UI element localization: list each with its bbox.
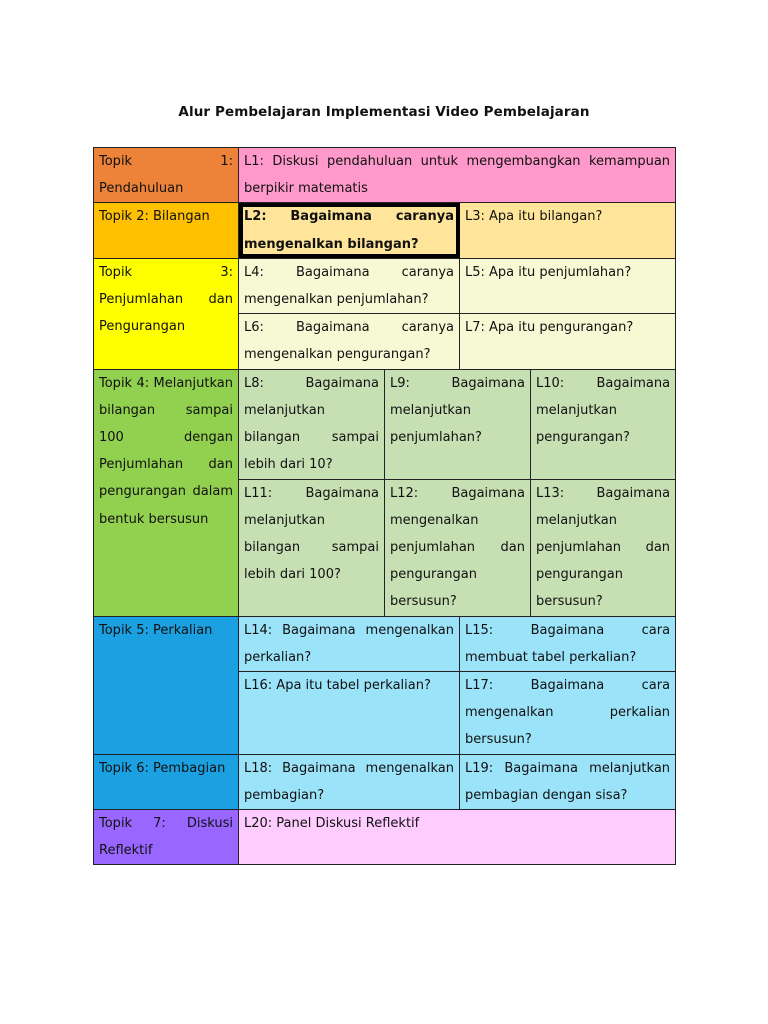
lesson-cell-l8: L8: Bagaimana melanjutkan bilangan sampai lebih dari 10?: [239, 369, 385, 479]
table-row: [94, 369, 676, 479]
lesson-cell-l2: L2: Bagaimana caranya mengenalkan bilangan?: [239, 203, 460, 258]
table-row: [94, 810, 676, 865]
topic-cell-2: Topik 2: Bilangan: [94, 203, 239, 258]
table-row: [94, 616, 676, 671]
topic-cell-4: Topik 4: Melanjutkan bilangan sampai 100 dengan Penjumlahan dan pengurangan dalam bentuk bersusun: [94, 369, 239, 616]
lesson-cell-l5: L5: Apa itu penjumlahan?: [460, 258, 676, 313]
lesson-cell-l15: L15: Bagaimana cara membuat tabel perkalian?: [460, 616, 676, 671]
lesson-cell-l9: L9: Bagaimana melanjutkan penjumlahan?: [385, 369, 531, 479]
topic-cell-5: Topik 5: Perkalian: [94, 616, 239, 754]
learning-flow-table: [93, 147, 676, 865]
lesson-cell-l12: L12: Bagaimana mengenalkan penjumlahan dan pengurangan bersusun?: [385, 479, 531, 616]
lesson-cell-l4: L4: Bagaimana caranya mengenalkan penjumlahan?: [239, 258, 460, 313]
table-row: [94, 754, 676, 809]
lesson-cell-l11: L11: Bagaimana melanjutkan bilangan sampai lebih dari 100?: [239, 479, 385, 616]
table-row: [94, 203, 676, 258]
topic-cell-1: Topik 1: Pendahuluan: [94, 148, 239, 203]
lesson-cell-l1: L1: Diskusi pendahuluan untuk mengembangkan kemampuan berpikir matematis: [239, 148, 676, 203]
topic-cell-6: Topik 6: Pembagian: [94, 754, 239, 809]
table-row: [94, 148, 676, 203]
lesson-cell-l14: L14: Bagaimana mengenalkan perkalian?: [239, 616, 460, 671]
topic-cell-3: Topik 3: Penjumlahan dan Pengurangan: [94, 258, 239, 369]
topic-cell-7: Topik 7: Diskusi Reflektif: [94, 810, 239, 865]
lesson-cell-l18: L18: Bagaimana mengenalkan pembagian?: [239, 754, 460, 809]
lesson-cell-l7: L7: Apa itu pengurangan?: [460, 314, 676, 369]
document-title: Alur Pembelajaran Implementasi Video Pembelajaran: [178, 104, 590, 120]
lesson-cell-l10: L10: Bagaimana melanjutkan pengurangan?: [531, 369, 676, 479]
table-row: [94, 258, 676, 313]
lesson-cell-l17: L17: Bagaimana cara mengenalkan perkalian bersusun?: [460, 672, 676, 755]
lesson-cell-l13: L13: Bagaimana melanjutkan penjumlahan dan pengurangan bersusun?: [531, 479, 676, 616]
lesson-cell-l3: L3: Apa itu bilangan?: [460, 203, 676, 258]
lesson-cell-l16: L16: Apa itu tabel perkalian?: [239, 672, 460, 755]
lesson-cell-l6: L6: Bagaimana caranya mengenalkan pengurangan?: [239, 314, 460, 369]
lesson-cell-l20: L20: Panel Diskusi Reflektif: [239, 810, 676, 865]
lesson-cell-l19: L19: Bagaimana melanjutkan pembagian dengan sisa?: [460, 754, 676, 809]
